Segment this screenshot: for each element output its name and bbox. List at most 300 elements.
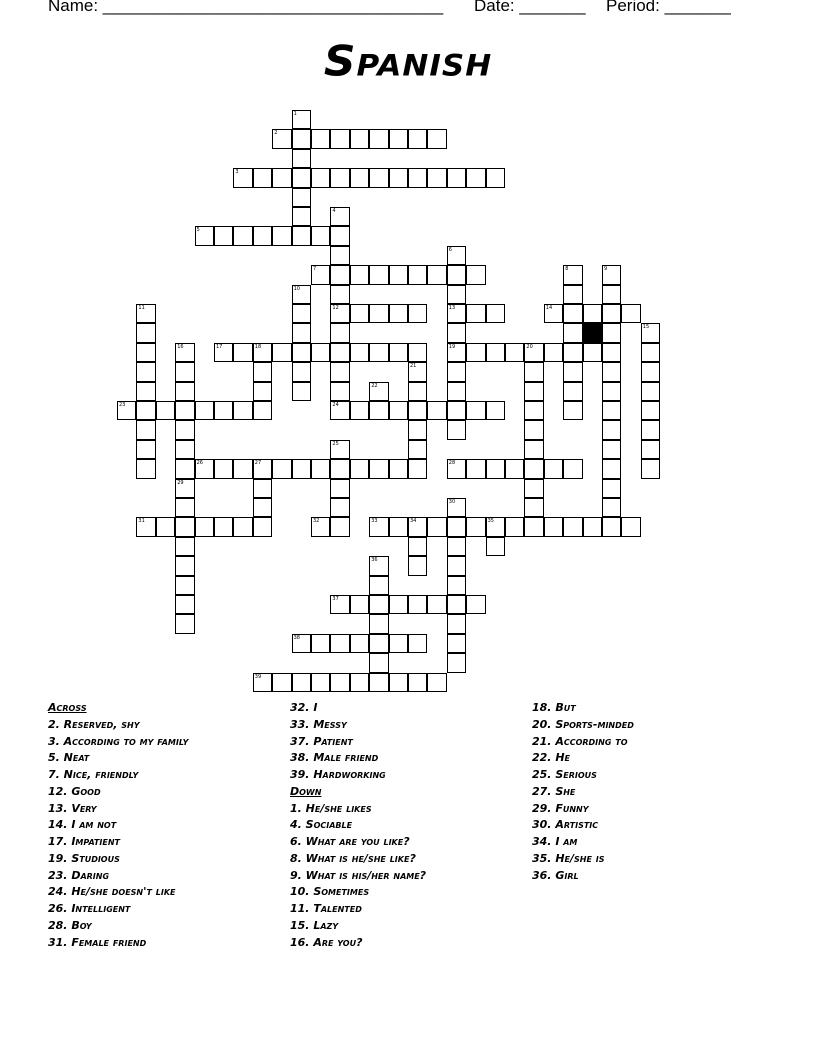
clue-col3-3: 22. He [532,751,570,765]
grid-cell [330,246,349,265]
grid-cell [563,323,582,342]
clue-col2-3: 38. Male friend [290,751,379,765]
grid-cell [602,459,621,478]
grid-cell [408,517,427,536]
grid-cell [175,420,194,439]
grid-cell [389,401,408,420]
grid-cell [330,285,349,304]
grid-cell [253,362,272,381]
grid-cell [136,459,155,478]
grid-cell [350,634,369,653]
grid-cell [292,207,311,226]
grid-cell [214,459,233,478]
grid-cell [466,265,485,284]
grid-cell [311,129,330,148]
grid-cell [408,634,427,653]
clue-col2-2: 37. Patient [290,734,353,748]
period-field: Period: _______ [606,0,731,15]
grid-cell [136,440,155,459]
clue-col3-6: 29. Funny [532,801,589,815]
grid-cell [195,401,214,420]
grid-cell [447,634,466,653]
grid-cell [330,498,349,517]
grid-cell [311,168,330,187]
grid-cell [292,323,311,342]
grid-cell [602,479,621,498]
clue-number: 16 [177,343,184,350]
clue-col1-0: 2. Reserved, shy [48,717,140,731]
grid-cell [369,401,388,420]
grid-cell [447,304,466,323]
clues-column-3 [532,700,634,884]
grid-cell [156,401,175,420]
grid-cell [505,459,524,478]
grid-cell [292,304,311,323]
grid-cell [427,673,446,692]
clue-number: 26 [196,460,203,467]
grid-cell [563,459,582,478]
grid-cell [292,188,311,207]
grid-cell [311,517,330,536]
clue-col1-8: 19. Studious [48,851,120,865]
clue-col1-10: 24. He/she doesn't like [48,885,176,899]
grid-cell [466,343,485,362]
grid-cell [621,517,640,536]
clue-number: 13 [448,305,456,311]
grid-cell [175,382,194,401]
grid-cell [408,440,427,459]
grid-cell [350,265,369,284]
grid-cell [214,226,233,245]
grid-cell [330,673,349,692]
grid-cell [350,129,369,148]
grid-cell [369,382,388,401]
grid-cell [389,634,408,653]
grid-cell [602,401,621,420]
grid-cell [292,382,311,401]
grid-cell [214,343,233,362]
grid-cell [369,673,388,692]
clue-col3-2: 21. According to [532,734,628,748]
clue-number: 31 [138,518,145,525]
grid-cell [156,517,175,536]
grid-cell [602,420,621,439]
grid-cell [524,459,543,478]
grid-cell [253,673,272,692]
grid-cell [311,673,330,692]
clue-col3-4: 25. Serious [532,768,597,781]
clue-col3-10: 36. Girl [532,868,579,882]
grid-cell [427,517,446,536]
grid-cell [253,479,272,498]
grid-cell [544,304,563,323]
clue-number: 37 [332,596,339,602]
clue-number: 39 [254,673,262,680]
grid-cell [330,129,349,148]
grid-cell [311,634,330,653]
clue-number: 8 [565,266,569,273]
grid-cell [272,226,291,245]
clue-col2-13: 16. Are you? [290,935,363,949]
grid-cell [408,595,427,614]
grid-cell [602,304,621,323]
grid-cell [369,653,388,672]
grid-cell [466,168,485,187]
grid-cell [641,440,660,459]
clue-col1-13: 31. Female friend [48,935,147,949]
grid-cell [427,595,446,614]
grid-cell [233,226,252,245]
grid-cell [136,401,155,420]
grid-cell [311,265,330,284]
grid-cell [408,343,427,362]
grid-cell [292,129,311,148]
grid-cell [602,323,621,342]
grid-cell [369,595,388,614]
grid-cell [136,323,155,342]
grid-cell [330,517,349,536]
grid-cell [117,401,136,420]
clue-number: 32 [313,518,320,525]
grid-cell [330,226,349,245]
grid-cell [330,304,349,323]
grid-cell [641,323,660,342]
grid-cell [330,479,349,498]
grid-cell [408,168,427,187]
grid-cell [389,343,408,362]
grid-cell [233,517,252,536]
grid-cell [408,459,427,478]
grid-cell [563,285,582,304]
grid-cell [505,517,524,536]
grid-cell [408,420,427,439]
grid-cell [292,634,311,653]
grid-cell [389,168,408,187]
clues-column-1 [48,700,188,951]
grid-cell [233,343,252,362]
grid-cell [447,343,466,362]
grid-cell [447,382,466,401]
clue-col1-12: 28. Boy [48,918,92,932]
grid-cell [292,362,311,381]
grid-cell [175,614,194,633]
grid-cell [272,673,291,692]
grid-cell [583,517,602,536]
grid-cell [447,401,466,420]
grid-cell [486,459,505,478]
clues-column-2 [290,700,426,951]
clue-col2-11: 11. Talented [290,902,362,915]
grid-cell [292,110,311,129]
grid-cell [447,246,466,265]
grid-cell [447,517,466,536]
grid-cell [544,517,563,536]
grid-cell [175,459,194,478]
clue-number: 17 [216,343,223,350]
clue-col2-6: 4. Sociable [290,818,353,832]
clue-number: 19 [448,343,456,350]
grid-cell [389,459,408,478]
clue-col1-6: 14. I am not [48,818,117,832]
grid-cell [272,168,291,187]
grid-cell [136,343,155,362]
grid-cell [563,304,582,323]
clue-number: 25 [332,440,339,447]
grid-cell [233,168,252,187]
clue-col2-5: 1. He/she likes [290,801,372,815]
grid-cell [136,304,155,323]
grid-cell [369,556,388,575]
clue-col1-3: 7. Nice, friendly [48,768,139,781]
grid-cell [292,226,311,245]
grid-cell [602,362,621,381]
grid-cell [524,362,543,381]
grid-cell [447,265,466,284]
grid-cell [602,285,621,304]
grid-cell [175,556,194,575]
grid-cell [389,673,408,692]
grid-cell [175,343,194,362]
grid-cell [447,285,466,304]
grid-cell [408,382,427,401]
grid-cell [292,168,311,187]
grid-cell [486,304,505,323]
grid-cell [447,362,466,381]
clue-col1-2: 5. Neat [48,751,90,765]
grid-cell [602,517,621,536]
grid-cell [369,304,388,323]
name-field: Name: ____________________________________ [48,0,444,15]
grid-cell [563,401,582,420]
grid-cell [175,362,194,381]
grid-cell [408,537,427,556]
grid-cell [350,401,369,420]
grid-cell [524,420,543,439]
grid-cell [292,343,311,362]
grid-cell [292,149,311,168]
page-title: Spanish [323,37,493,86]
down-heading: Down [290,784,322,798]
grid-cell [621,304,640,323]
grid-cell [195,459,214,478]
grid-cell [486,343,505,362]
grid-cell [408,673,427,692]
grid-cell [544,459,563,478]
grid-cell [408,304,427,323]
clue-number: 28 [448,460,456,467]
grid-cell [175,498,194,517]
grid-cell [447,537,466,556]
grid-cell [641,459,660,478]
clue-number: 23 [119,402,126,408]
clue-number: 12 [332,305,339,311]
grid-cell [330,168,349,187]
grid-cell [233,401,252,420]
grid-cell [369,129,388,148]
grid-cell [369,614,388,633]
clue-col2-4: 39. Hardworking [290,768,386,781]
grid-cell [408,265,427,284]
grid-cell [389,129,408,148]
grid-cell [253,168,272,187]
grid-cell [486,401,505,420]
clue-col2-8: 8. What is he/she like? [290,851,416,865]
grid-cell [524,440,543,459]
clue-col1-11: 26. Intelligent [48,902,131,915]
clue-number: 5 [196,227,200,234]
grid-cell [486,517,505,536]
grid-cell [350,343,369,362]
grid-cell [486,537,505,556]
grid-cell [427,401,446,420]
grid-cell [175,479,194,498]
clue-col2-0: 32. I [290,701,318,714]
grid-cell [447,653,466,672]
grid-cell [253,401,272,420]
clue-col2-9: 9. What is his/her name? [290,868,427,882]
clue-col3-1: 20. Sports-minded [532,717,634,731]
grid-cell [311,343,330,362]
grid-cell [447,323,466,342]
grid-cell [175,440,194,459]
clue-col2-10: 10. Sometimes [290,885,370,899]
clue-col2-12: 15. Lazy [290,918,339,932]
clue-number: 38 [293,634,300,641]
grid-cell [350,673,369,692]
grid-cell [175,401,194,420]
grid-cell [505,343,524,362]
grid-cell [408,362,427,381]
clue-col1-9: 23. Daring [48,868,110,882]
grid-cell [330,634,349,653]
grid-cell [447,576,466,595]
clue-number: 2 [274,130,278,137]
grid-cell [292,285,311,304]
grid-cell [330,382,349,401]
grid-cell [524,401,543,420]
grid-cell [233,459,252,478]
grid-cell [330,265,349,284]
grid-cell [563,343,582,362]
grid-cell [369,343,388,362]
clue-col1-5: 13. Very [48,801,97,815]
clue-col1-1: 3. According to my family [48,734,189,748]
clue-col3-7: 30. Artistic [532,818,599,832]
grid-cell [136,517,155,536]
clue-number: 10 [293,285,300,292]
clue-number: 7 [313,266,317,273]
clue-number: 11 [138,305,145,311]
grid-cell [369,576,388,595]
grid-cell [447,420,466,439]
grid-cell [253,498,272,517]
grid-cell [330,362,349,381]
clue-number: 27 [254,460,262,467]
clue-number: 30 [448,499,456,505]
clue-number: 18 [254,343,262,350]
grid-cell [563,382,582,401]
grid-cell [524,479,543,498]
grid-cell [136,362,155,381]
grid-cell [583,343,602,362]
grid-cell [175,537,194,556]
clue-number: 21 [410,363,417,370]
grid-cell [272,343,291,362]
grid-cell [641,362,660,381]
grid-cell [427,265,446,284]
clue-col2-7: 6. What are you like? [290,835,410,848]
grid-cell [369,634,388,653]
grid-cell [350,304,369,323]
clue-number: 1 [293,111,297,117]
grid-cell [175,595,194,614]
date-field: Date: _______ [474,0,586,15]
clue-number: 24 [332,402,339,408]
grid-cell [389,265,408,284]
grid-cell [466,595,485,614]
grid-cell [253,459,272,478]
grid-cell [253,343,272,362]
grid-cell [583,304,602,323]
grid-cell [447,556,466,575]
grid-cell [292,673,311,692]
grid-cell [389,304,408,323]
grid-cell [136,382,155,401]
grid-cell [253,382,272,401]
grid-cell [195,226,214,245]
clue-number: 9 [604,266,608,273]
across-heading: Across [48,701,87,714]
grid-cell [447,168,466,187]
grid-cell [330,343,349,362]
grid-cell [602,440,621,459]
clue-number: 35 [487,518,494,525]
clue-number: 36 [371,557,378,564]
grid-cell [524,382,543,401]
grid-cell [350,459,369,478]
grid-cell [524,517,543,536]
clue-number: 15 [642,324,650,331]
grid-cell [272,129,291,148]
grid-cell [330,595,349,614]
grid-cell [466,459,485,478]
grid-cell [524,498,543,517]
grid-cell [524,343,543,362]
grid-cell [311,226,330,245]
clue-number: 4 [332,208,336,214]
clue-col1-7: 17. Impatient [48,835,120,848]
clue-col3-8: 34. I am [532,835,578,848]
grid-cell [311,459,330,478]
grid-cell [427,129,446,148]
clue-col3-9: 35. He/she is [532,851,605,865]
grid-cell [486,168,505,187]
grid-cell [292,459,311,478]
grid-cell [602,343,621,362]
clue-number: 14 [545,305,553,311]
clue-number: 34 [410,518,417,525]
clue-number: 33 [371,518,378,525]
clue-number: 3 [235,169,239,176]
grid-cell [389,517,408,536]
grid-cell [389,595,408,614]
grid-cell [427,168,446,187]
grid-cell [466,517,485,536]
grid-cell [641,401,660,420]
clue-number: 22 [371,382,378,389]
grid-cell [447,459,466,478]
grid-cell [136,420,155,439]
